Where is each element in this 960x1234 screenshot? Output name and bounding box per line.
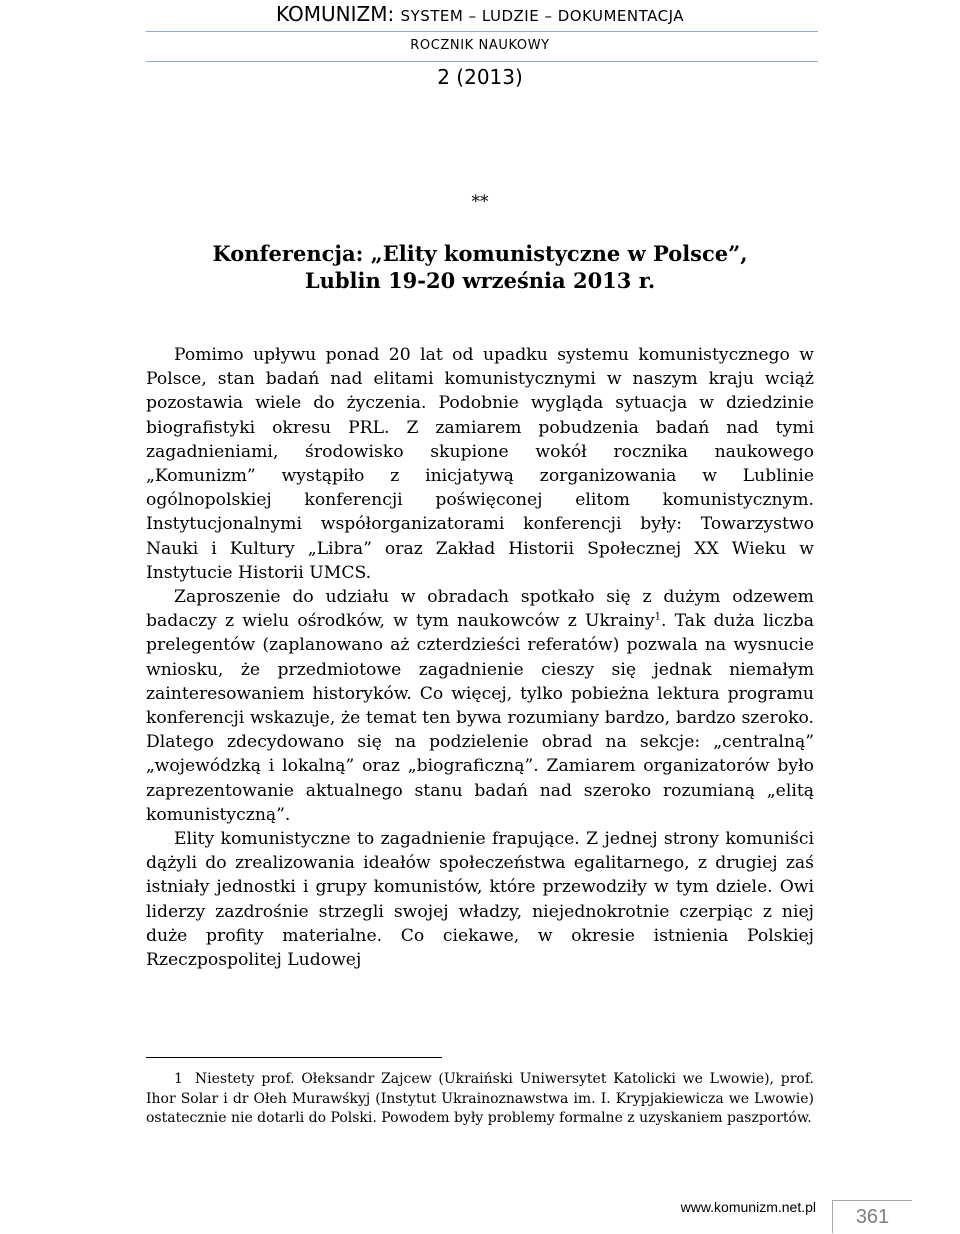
article-body [146, 343, 814, 972]
paragraph-2 [146, 585, 814, 827]
footnote-text: Niestety prof. Ołeksandr Zajcew (Ukraiński Uniwersytet Katolicki we Lwowie), prof. Ihor Solar i dr Ołeh Murawśkyj (Instytut Ukrainoznawstwa im. I. Krypjakiewicza we Lwowie) ostatecznie nie dotarli do Polski. Powodem były problemy formalne z uzyskaniem paszportów. [146, 1071, 814, 1126]
footnote-reference[interactable]: 1 [654, 611, 661, 623]
footnote-separator [146, 1057, 442, 1058]
website-url[interactable]: www.komunizm.net.pl [680, 1199, 816, 1215]
journal-subtitle: ROCZNIK NAUKOWY [410, 38, 550, 53]
footnote-number: 1 [174, 1071, 183, 1087]
journal-title [146, 0, 814, 30]
footnote [146, 1070, 814, 1129]
paragraph-2-part-a: Zaproszenie do udziału w obradach spotkało się z dużym odzewem badaczy z wielu ośrodków, w tym naukowców z Ukrainy [146, 587, 814, 632]
paragraph-2-part-b: . Tak duża liczba prelegentów (zaplanowano aż czterdzieści referatów) pozwala na wysnucie wniosku, że przedmiotowe zagadnienie cieszy się jednak niemałym zainteresowaniem historyków. Co więcej, tylko pobieżna lektura programu konferencji wskazuje, że temat ten bywa rozumiany bardzo, bardzo szeroko. Dlatego zdecydowano się na podzielenie obrad na sekcje: „centralną” „wojewódzką i lokalną” oraz „biograficzną”. Zamiarem organizatorów było zaprezentowanie aktualnego stanu badań nad szeroko rozumianą „elitą komunistyczną”. [146, 611, 814, 825]
article-title-line-2: Lublin 19-20 września 2013 r. [304, 268, 656, 293]
journal-title-rest: SYSTEM – LUDZIE – DOKUMENTACJA [400, 7, 685, 25]
journal-title-main: KOMUNIZM: [275, 2, 395, 26]
section-marker: ** [471, 192, 489, 212]
header-rule-bottom [146, 61, 818, 62]
paragraph-3: Elity komunistyczne to zagadnienie frapujące. Z jednej strony komuniści dążyli do zrealizowania ideałów społeczeństwa egalitarnego, z drugiej zaś istniały jednostki i grupy komunistów, które przewodziły w tym dziele. Owi liderzy zazdrośnie strzegli swojej władzy, niejednokrotnie czerpiąc z niej duże profity materialne. Co ciekawe, w okresie istnienia Polskiej Rzeczpospolitej Ludowej [146, 829, 814, 971]
page-number: 361 [832, 1200, 912, 1233]
header-rule-top [146, 31, 818, 32]
journal-issue: 2 (2013) [437, 65, 523, 89]
article-title-line-1: Konferencja: „Elity komunistyczne w Polsce”, [212, 241, 748, 266]
article-title [146, 240, 814, 294]
paragraph-1: Pomimo upływu ponad 20 lat od upadku systemu komunistycznego w Polsce, stan badań nad elitami komunistycznymi w naszym kraju wciąż pozostawia wiele do życzenia. Podobnie wygląda sytuacja w dziedzinie biografistyki okresu PRL. Z zamiarem pobudzenia badań nad tymi zagadnieniami, środowisko skupione wokół rocznika naukowego „Komunizm” wystąpiło z inicjatywą zorganizowania w Lublinie ogólnopolskiej konferencji poświęconej elitom komunistycznym. Instytucjonalnymi współorganizatorami konferencji były: Towarzystwo Nauki i Kultury „Libra” oraz Zakład Historii Społecznej XX Wieku w Instytucie Historii UMCS. [146, 345, 814, 583]
